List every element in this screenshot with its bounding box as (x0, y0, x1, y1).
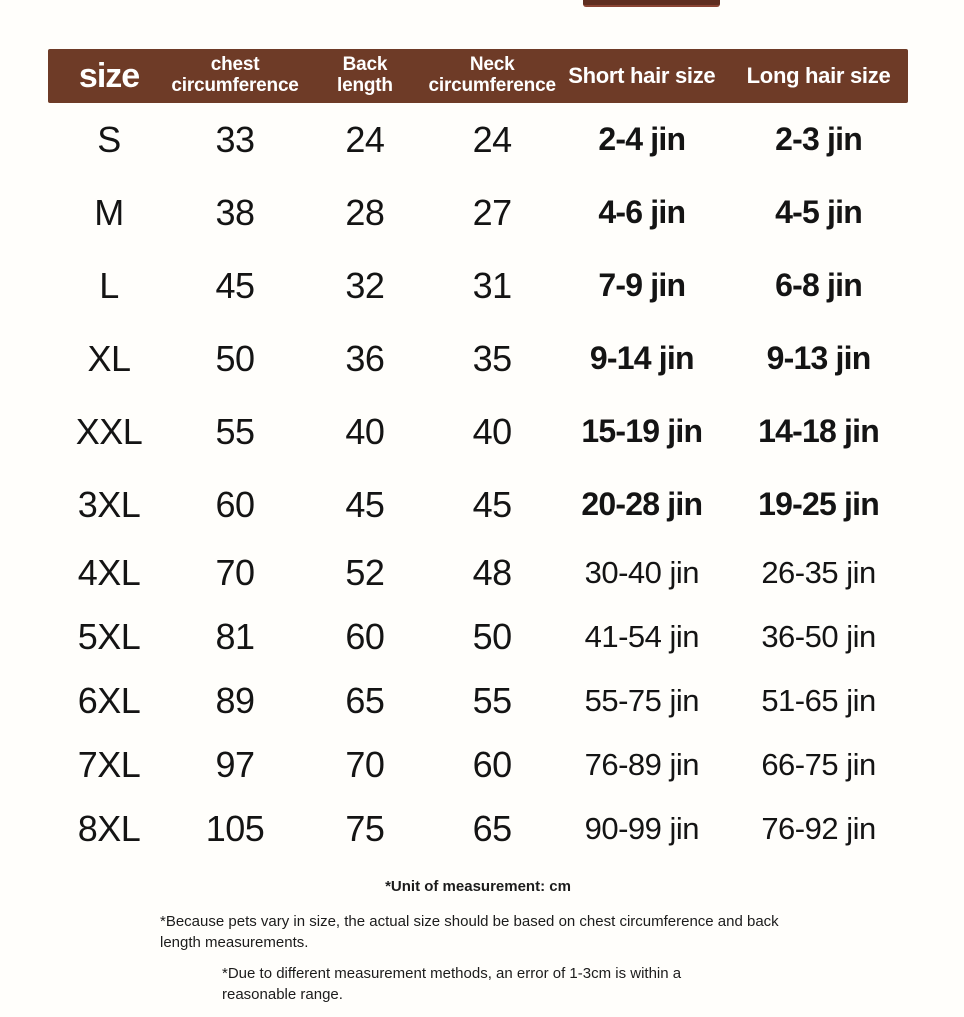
cell-neck: 27 (472, 191, 512, 233)
cell-long_hair: 51-65 jin (761, 683, 876, 718)
cell-long_hair: 14-18 jin (758, 413, 879, 449)
cell-short_hair: 20-28 jin (581, 486, 703, 522)
table-body (48, 103, 908, 861)
cell-neck: 50 (472, 616, 512, 657)
cell-back: 32 (345, 264, 385, 306)
note-size-variance: *Because pets vary in size, the actual size should be based on chest circumference and back length measurements. (160, 913, 779, 951)
header-chest-line2: circumference (171, 75, 299, 96)
cell-neck: 40 (472, 410, 512, 452)
cell-long_hair: 66-75 jin (761, 747, 876, 782)
cell-neck: 35 (472, 337, 512, 379)
table-row (48, 103, 908, 176)
cell-short_hair: 4-6 jin (598, 194, 686, 230)
cell-chest: 38 (215, 191, 255, 233)
cell-size: S (97, 118, 121, 160)
cell-long_hair: 26-35 jin (761, 555, 876, 590)
cell-chest: 89 (215, 680, 255, 721)
cell-back: 70 (345, 744, 385, 785)
cell-long_hair: 76-92 jin (761, 811, 876, 846)
cell-size: M (94, 191, 124, 233)
note-unit-of-measurement: *Unit of measurement: cm (385, 878, 571, 895)
cell-size: 8XL (77, 808, 141, 849)
banner-edge-decoration (583, 0, 720, 7)
header-chest-line1: chest (210, 54, 260, 76)
header-short-hair-label: Short hair size (568, 63, 716, 88)
cell-chest: 50 (215, 337, 255, 379)
cell-neck: 55 (472, 680, 512, 721)
cell-size: L (99, 264, 119, 306)
cell-neck: 31 (472, 264, 512, 306)
table-row (48, 541, 908, 605)
cell-short_hair: 9-14 jin (589, 340, 694, 376)
table-row (48, 733, 908, 797)
cell-size: XXL (75, 410, 143, 452)
cell-back: 65 (345, 680, 385, 721)
cell-size: 4XL (77, 552, 141, 593)
table-row (48, 605, 908, 669)
header-back-length (300, 55, 430, 96)
cell-back: 75 (345, 808, 385, 849)
cell-back: 24 (345, 118, 385, 160)
cell-back: 36 (345, 337, 385, 379)
cell-back: 52 (345, 552, 385, 593)
header-chest-circumference (170, 55, 300, 96)
cell-back: 40 (345, 410, 385, 452)
header-back-line1: Back (342, 54, 388, 76)
note-measurement-error: *Due to different measurement methods, an error of 1-3cm is within a reasonable range. (222, 965, 682, 1003)
cell-neck: 48 (472, 552, 512, 593)
header-long-hair-size (729, 63, 908, 89)
cell-long_hair: 2-3 jin (775, 121, 862, 157)
cell-chest: 81 (215, 616, 255, 657)
size-chart-table (48, 49, 908, 861)
cell-back: 45 (345, 483, 385, 525)
header-size-label: size (78, 57, 140, 95)
table-row (48, 395, 908, 468)
header-size (48, 59, 170, 93)
cell-long_hair: 36-50 jin (761, 619, 876, 654)
table-header-row (48, 49, 908, 103)
cell-chest: 105 (205, 808, 265, 849)
cell-long_hair: 9-13 jin (766, 340, 871, 376)
cell-chest: 45 (215, 264, 255, 306)
cell-neck: 24 (472, 118, 512, 160)
table-row (48, 249, 908, 322)
cell-chest: 33 (215, 118, 255, 160)
header-neck-line2: circumference (428, 75, 556, 96)
cell-back: 28 (345, 191, 385, 233)
cell-size: 7XL (77, 744, 141, 785)
cell-short_hair: 55-75 jin (584, 683, 700, 718)
footnotes (0, 862, 964, 1005)
cell-short_hair: 90-99 jin (584, 811, 700, 846)
cell-neck: 65 (472, 808, 512, 849)
header-back-line2: length (337, 75, 393, 96)
cell-long_hair: 19-25 jin (758, 486, 879, 522)
header-short-hair-size (555, 63, 730, 89)
cell-chest: 55 (215, 410, 255, 452)
cell-size: 5XL (77, 616, 141, 657)
cell-short_hair: 76-89 jin (584, 747, 700, 782)
cell-short_hair: 41-54 jin (584, 619, 700, 654)
cell-short_hair: 30-40 jin (584, 555, 700, 590)
cell-short_hair: 2-4 jin (598, 121, 686, 157)
header-neck-line1: Neck (469, 54, 515, 76)
table-row (48, 669, 908, 733)
cell-chest: 70 (215, 552, 255, 593)
header-neck-circumference (430, 55, 555, 96)
cell-size: XL (87, 337, 131, 379)
table-row (48, 322, 908, 395)
table-row (48, 797, 908, 861)
cell-chest: 97 (215, 744, 255, 785)
cell-back: 60 (345, 616, 385, 657)
cell-short_hair: 15-19 jin (581, 413, 703, 449)
table-row (48, 176, 908, 249)
cell-size: 3XL (77, 483, 141, 525)
table-row (48, 468, 908, 541)
cell-long_hair: 4-5 jin (775, 194, 862, 230)
cell-short_hair: 7-9 jin (598, 267, 686, 303)
cell-chest: 60 (215, 483, 255, 525)
cell-neck: 45 (472, 483, 512, 525)
cell-long_hair: 6-8 jin (775, 267, 862, 303)
cell-size: 6XL (77, 680, 141, 721)
header-long-hair-label: Long hair size (746, 63, 891, 88)
cell-neck: 60 (472, 744, 512, 785)
